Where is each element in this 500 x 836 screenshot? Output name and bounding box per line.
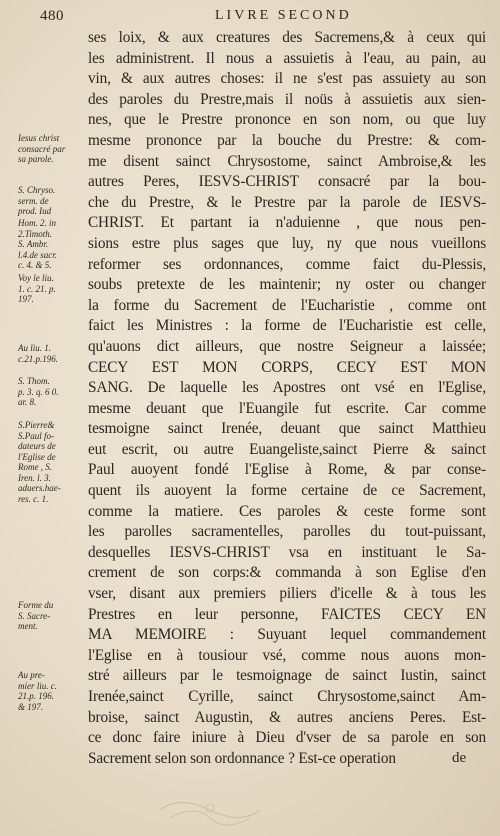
text-line: ce donc faire iniure à Dieu d'vser de sa parole en son <box>88 729 486 747</box>
text-line: les administrent. Il nous a assuietis à l'eau, au pain, au <box>88 49 486 67</box>
text-line: reformer ses ordonnances, comme faict du-Plessis, <box>88 255 486 273</box>
text-line: qu'auons dict ailleurs, que nostre Seigneur a laissée; <box>88 337 486 355</box>
margin-note: S. Thom. p. 3. q. 6 0. ar. 8. <box>18 376 59 407</box>
text-line: stré ailleurs par le tesmoignage de sainct Iustin, sainct <box>88 667 486 685</box>
margin-note: Hom. 2. in 2.Timoth. <box>18 218 56 239</box>
text-line: Sacrement selon son ordonnance ? Est-ce operation <box>88 749 396 767</box>
text-line: crement de son corps:& commanda à son Eglise d'en <box>88 564 486 582</box>
text-line: Prestres en leur personne, FAICTES CECY EN <box>88 605 486 623</box>
text-line: desquelles IESVS-CHRIST vsa en instituant le Sa- <box>88 543 486 561</box>
text-line: MA MEMOIRE : Suyuant lequel commandement <box>88 626 486 644</box>
text-line: comme la matiere. Ces paroles & ceste forme sont <box>88 502 486 520</box>
margin-note: S.Pierre& S.Paul fo- dateurs de l'Eglise de Rome , S. Iren. l. 3. aduers.hae- res. c. 1. <box>18 420 61 504</box>
text-line: tesmoigne sainct Irenée, deuant que sainct Matthieu <box>88 420 486 438</box>
page-header <box>40 4 480 28</box>
text-line: la forme du Sacrement de l'Eucharistie , comme ont <box>88 296 486 314</box>
margin-note: Forme du S. Sacre- ment. <box>18 600 54 631</box>
text-line: ses loix, & aux creatures des Sacremens,& à ceux qui <box>88 29 486 46</box>
text-line: mesme prononce par la bouche du Prestre: & com- <box>88 131 486 149</box>
margin-note: Voy le liu. 1. c. 21. p. 197. <box>18 273 56 304</box>
margin-notes <box>18 0 88 836</box>
text-line: me disent sainct Chrysostome, sainct Ambroise,& les <box>88 152 486 170</box>
text-line: l'Eglise en à tousiour vsé, comme nous auons mon- <box>88 646 486 664</box>
text-line: CECY EST MON CORPS, CECY EST MON <box>88 358 486 376</box>
catchword: de <box>452 750 467 766</box>
text-line: soubs pretexte de les maintenir; ny oster ou changer <box>88 276 486 294</box>
text-line: les parolles sacramentelles, parolles du tout-puissant, <box>88 523 486 541</box>
text-line: broise, sainct Augustin, & autres anciens Peres. Est- <box>88 708 486 726</box>
text-line: faict les Ministres : la forme de l'Eucharistie est celle, <box>88 317 486 335</box>
text-line: eut escrit, ou autre Euangeliste,sainct Pierre & sainct <box>88 440 486 458</box>
show-through-ornament <box>150 790 270 830</box>
text-line: autres Peres, IESVS-CHRIST consacré par la bou- <box>88 173 486 191</box>
text-line: Irenée,sainct Cyrille, sainct Chrysostome,sainct Am- <box>88 688 486 705</box>
text-line: SANG. De laquelle les Apostres ont vsé en l'Eglise, <box>88 379 486 397</box>
text-line: vin, & aux autres choses: il ne s'est pas assuiety au son <box>88 70 486 88</box>
text-line: Paul auoyent fondé l'Eglise à Rome, & par conse- <box>88 461 486 479</box>
text-line: che du Prestre, & le Prestre par la parole de IESVS- <box>88 193 486 211</box>
margin-note: Iesus christ consacré par sa parole. <box>18 133 66 164</box>
margin-note: Au liu. 1. c.21.p.196. <box>18 343 58 364</box>
body-text <box>88 28 486 769</box>
text-line: quent ils auoyent la forme certaine de ce Sacrement, <box>88 482 486 500</box>
text-line: nes, que le Prestre prononce en son nom, ou que luy <box>88 111 486 129</box>
page-number: 480 <box>40 8 64 24</box>
text-line: mesme deuant que l'Euangile fut escrite. Car comme <box>88 399 486 417</box>
margin-note: Au pre- mier liu. c. 21.p. 196. & 197. <box>18 670 57 712</box>
margin-note: S. Ambr. l.4.de sacr. c. 4. & 5. <box>18 239 57 270</box>
text-line: CHRIST. Et partant ia n'aduienne , que nous pen- <box>88 214 486 232</box>
text-line: des paroles du Prestre,mais il noüs à assuietis aux sien- <box>88 90 486 108</box>
text-line: sions estre plus sages que luy, ny que nous vueillons <box>88 234 486 252</box>
text-line: vser, disant aux premiers piliers d'icelle & à tous les <box>88 585 486 603</box>
running-title: LIVRE SECOND <box>215 8 352 23</box>
margin-note: S. Chryso. serm. de prod. Iud <box>18 185 56 216</box>
